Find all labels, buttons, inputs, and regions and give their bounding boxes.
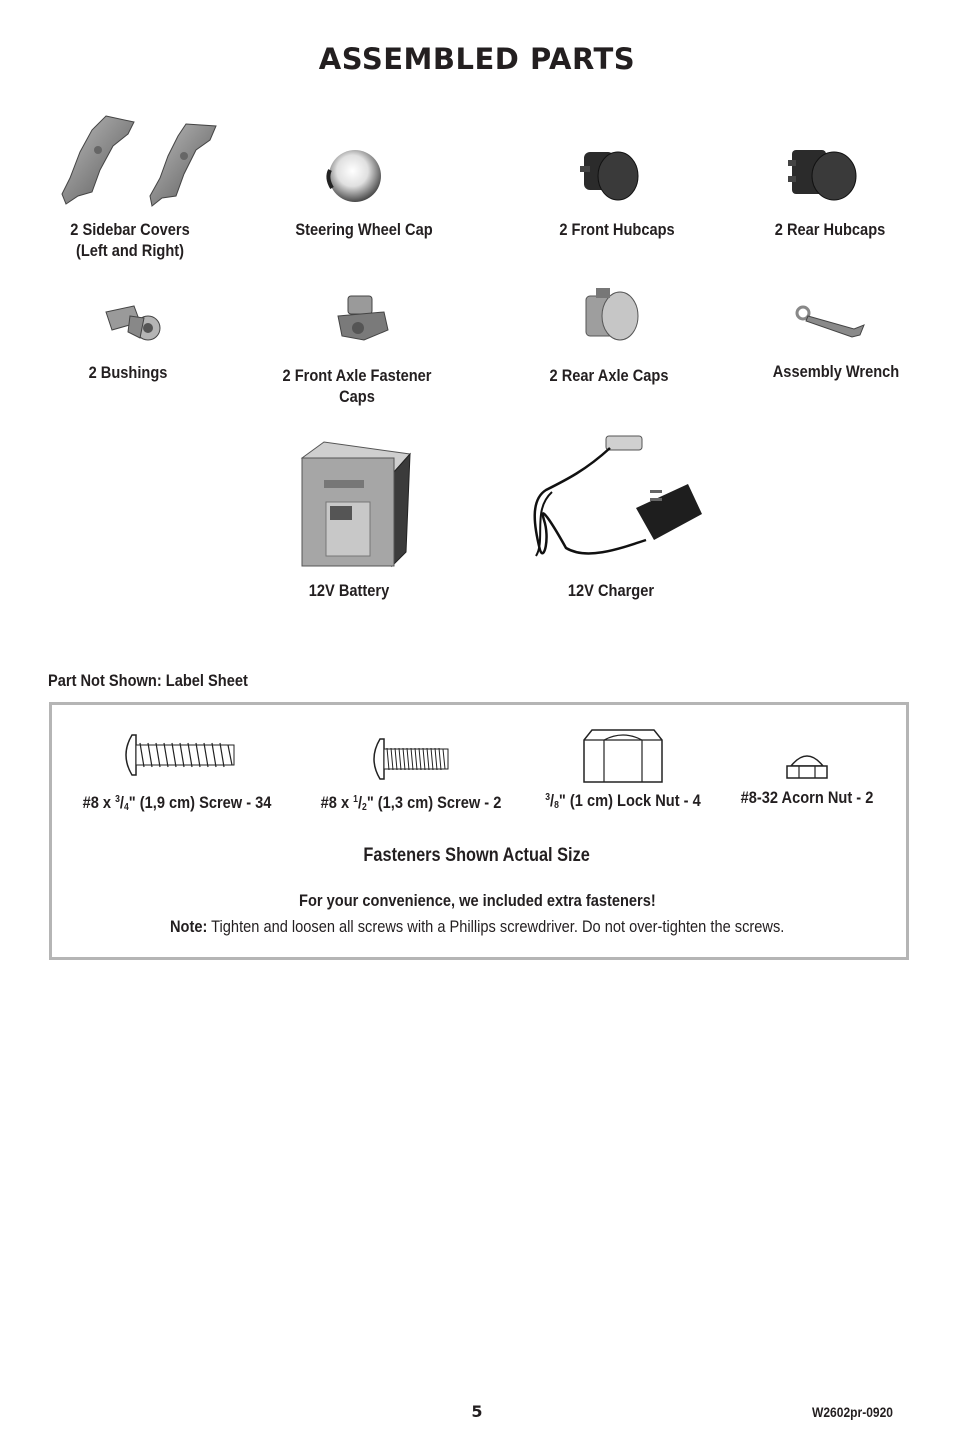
part-label-steering-wheel-cap: Steering Wheel Cap: [295, 220, 433, 239]
sidebar-covers-icon: [58, 112, 223, 207]
fasteners-heading: Fasteners Shown Actual Size: [363, 845, 591, 866]
battery-icon: [298, 440, 414, 570]
long-screw-icon: [118, 733, 240, 777]
document-code: W2602pr-0920: [812, 1404, 893, 1420]
fastener-label-acorn-nut: #8-32 Acorn Nut - 2: [740, 788, 874, 807]
rear-axle-cap-icon: [582, 286, 640, 344]
charger-icon: [526, 430, 706, 570]
tighten-note: Note: Tighten and loosen all screws with a Phillips screwdriver. Do not over-tighten the screws.: [169, 917, 785, 936]
page-title: ASSEMBLED PARTS: [318, 42, 636, 76]
fastener-label-lock-nut: $^3/_8$" (1 cm) Lock Nut - 4: [545, 791, 701, 811]
part-label-rear-hubcaps: 2 Rear Hubcaps: [774, 220, 886, 239]
page-number: 5: [471, 1402, 483, 1421]
bushing-icon: [100, 302, 164, 346]
acorn-nut-icon: [785, 750, 829, 780]
assembly-wrench-icon: [794, 303, 872, 347]
steering-wheel-cap-icon: [322, 148, 384, 206]
lock-nut-icon: [582, 728, 664, 784]
part-not-shown-note: Part Not Shown: Label Sheet: [48, 671, 248, 690]
fastener-label-short-screw: #8 x $^1/_2$" (1,3 cm) Screw - 2: [320, 793, 502, 813]
part-label-bushings: 2 Bushings: [88, 363, 168, 382]
front-hubcap-icon: [578, 146, 642, 204]
front-axle-fastener-cap-icon: [334, 292, 392, 344]
part-label-charger: 12V Charger: [567, 581, 655, 600]
extra-fasteners-note: For your convenience, we included extra fasteners!: [298, 891, 656, 910]
part-label-rear-axle-caps: 2 Rear Axle Caps: [549, 366, 669, 385]
rear-hubcap-icon: [786, 146, 862, 204]
part-label-sidebar-covers: 2 Sidebar Covers (Left and Right): [70, 220, 190, 260]
part-label-assembly-wrench: Assembly Wrench: [772, 362, 900, 381]
short-screw-icon: [366, 737, 452, 781]
part-label-battery: 12V Battery: [308, 581, 390, 600]
part-label-front-hubcaps: 2 Front Hubcaps: [559, 220, 675, 239]
fastener-label-long-screw: #8 x $^3/_4$" (1,9 cm) Screw - 34: [82, 793, 272, 813]
part-label-front-axle-fastener-caps: 2 Front Axle Fastener Caps: [282, 366, 432, 406]
